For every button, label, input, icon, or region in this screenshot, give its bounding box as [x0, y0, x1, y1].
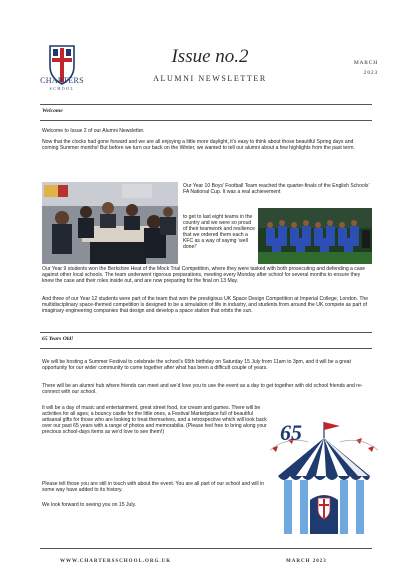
- school-subtitle: SCHOOL: [49, 86, 75, 91]
- divider: [40, 104, 372, 105]
- divider: [40, 348, 372, 349]
- issue-title: Issue no.2: [171, 46, 249, 67]
- welcome-intro: Welcome to Issue 2 of our Alumni Newsletter.: [42, 128, 145, 134]
- football-team-photo: [258, 208, 372, 264]
- football-text-side: to get to last eight teams in the country and we were so proud of their teamwork and resilience that we ordered them each a KFC as a way of saying ‘well done!’: [183, 214, 255, 251]
- anniversary-badge-number: 65: [280, 420, 302, 445]
- anniversary-heading: 65 Years Old!: [42, 336, 74, 342]
- space-design-paragraph: And three of our Year 12 students were part of the team that won the prestigious UK Space Design Competition at Imperial College, London. The multidisciplinary space-themed competition is designed to be a simulation of life in industry, and students from around the UK compete as part of imaginary engineering companies that design and develop a space station that orbits the sun.: [42, 296, 369, 315]
- tell-others-paragraph: Please tell those you are still in touch with about the event. You are all part of our school and will in some way have added to its history.: [42, 481, 264, 494]
- divider: [40, 332, 372, 333]
- divider: [40, 548, 372, 549]
- newsletter-title: ALUMNI NEWSLETTER: [153, 74, 267, 83]
- students-dinner-photo: [42, 182, 178, 264]
- footer-website: WWW.CHARTERSSCHOOL.ORG.UK: [60, 559, 172, 564]
- footer-date: MARCH 2023: [286, 559, 327, 564]
- festival-paragraph: We will be hosting a Summer Festival to celebrate the school’s 65th birthday on Saturday 15 July from 11am to 3pm, and it will be a great opportunity for our wider community to come together after what has been a difficult couple of years.: [42, 359, 351, 372]
- school-name: CHARTERS: [40, 76, 84, 85]
- welcome-heading: Welcome: [42, 108, 63, 114]
- mock-trial-paragraph: Our Year 9 students won the Berkshire Heat of the Mock Trial Competition, where they were tasked with both prosecuting and defending a case against other local schools. The team underwent rigorous preparations, meeting every Monday after school for several months to ensure they knew the case and their roles inside out, and are now preparing for the final on 13 May.: [42, 266, 366, 285]
- welcome-paragraph: Now that the clocks had gone forward and we are all enjoying a little more daylight, it’s easy to think about those beautiful Spring days and coming Summer months! But before we turn our back on the Winter, we wanted to tell our alumni about a few highlights from the past term.: [42, 139, 355, 152]
- festival-activities-paragraph: It will be a day of music and entertainment, great street food, ice cream and games. There will be activities for all ages; a bouncy castle for the little ones, a Festival Marketplace full of beautiful artisanal gifts for those who are looking to treat themselves, and a retrospective which will look back over our past 65 years with a range of photos and memorabilia. (Please feel free to bring along your precious school-days items as we’d love to see them!): [42, 405, 267, 436]
- divider: [40, 120, 372, 121]
- issue-year: 2023: [363, 70, 378, 76]
- football-text-top: Our Year 10 Boys’ Football Team reached the quarter-finals of the English Schools’ FA National Cup. It was a real achievement: [183, 183, 370, 196]
- alumni-hub-paragraph: There will be an alumni hub where friends can meet and we’d love you to use the event as a day to get together with old school friends and re-connect with our school.: [42, 383, 363, 396]
- issue-month: MARCH: [353, 60, 378, 66]
- closing-paragraph: We look forward to seeing you on 15 July.: [42, 502, 137, 508]
